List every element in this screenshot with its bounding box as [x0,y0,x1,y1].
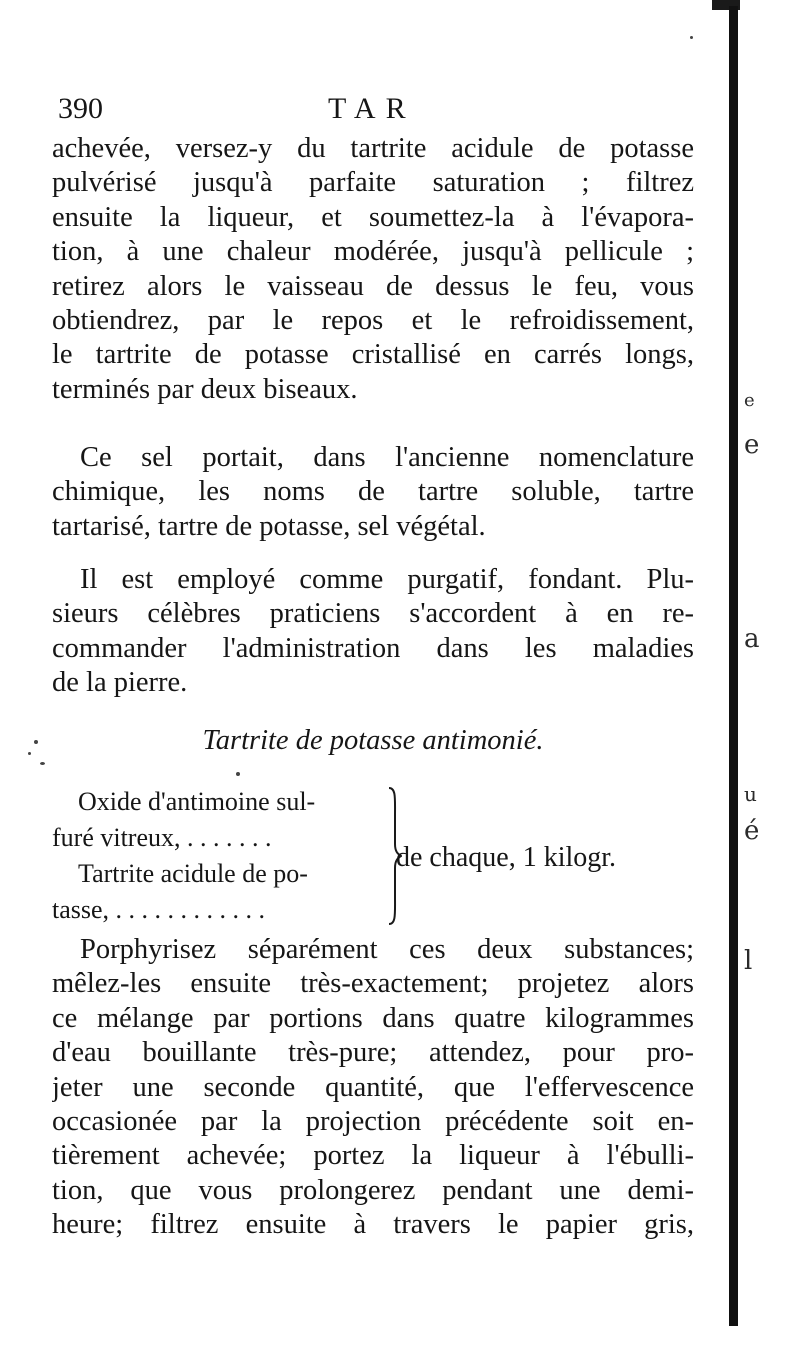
text-line: sieurs célèbres praticiens s'accordent à en re- [52,598,694,630]
ingredient-line: furé vitreux, . . . . . . . [52,823,272,852]
text-line: tion, que vous prolongerez pendant une demi- [52,1174,694,1206]
paragraph-preparation [52,933,694,1243]
running-head [58,92,698,136]
text-line: Porphyrisez séparément ces deux substances; [80,934,694,965]
text-line: Ce sel portait, dans l'ancienne nomenclature [80,442,694,473]
text-line: d'eau bouillante très-pure; attendez, pour pro- [52,1037,694,1069]
text-line: Il est employé comme purgatif, fondant. Plu- [80,564,694,595]
text-line: tartarisé, tartre de potasse, sel végétal. [52,510,486,542]
recipe-table [52,784,712,934]
text-line: obtiendrez, par le repos et le refroidissement, [52,304,694,336]
binding-gutter [729,6,738,1326]
text-line: terminés par deux biseaux. [52,373,358,405]
ingredient-line: Tartrite acidule de po- [78,859,308,888]
text-line: le tartrite de potasse cristallisé en carrés longs, [52,339,694,371]
text-line: heure; filtrez ensuite à travers le papier gris, [52,1209,694,1241]
facing-page-fragment: l [744,946,753,976]
ingredient-list [52,784,382,928]
text-line: mêlez-les ensuite très-exactement; projetez alors [52,968,694,1000]
text-line: de la pierre. [52,667,188,699]
ink-speck [28,752,31,755]
facing-page-fragment: e [744,430,760,460]
paragraph-usage [52,563,694,701]
ink-speck [236,772,240,776]
text-line: chimique, les noms de tartre soluble, tartre [52,476,694,508]
text-line: tièrement achevée; portez la liqueur à l'ébulli- [52,1140,694,1172]
ingredient-line: tasse, . . . . . . . . . . . . [52,895,266,924]
ingredient-line: Oxide d'antimoine sul- [78,787,316,816]
facing-page-fragment: e [744,390,755,411]
text-line: retirez alors le vaisseau de dessus le feu, vous [52,270,694,302]
section-heading: Tartrite de potasse antimonié. [202,725,544,756]
text-line: occasionée par la projection précédente soit en- [52,1105,694,1137]
text-line: achevée, versez-y du tartrite acidule de potasse [52,133,694,164]
text-line: tion, à une chaleur modérée, jusqu'à pellicule ; [52,236,694,268]
facing-page-fragment: a [744,624,760,654]
text-line: ce mélange par portions dans quatre kilogrammes [52,1002,694,1034]
paragraph-continued [52,132,694,407]
text-line: ensuite la liqueur, et soumettez-la à l'évapora- [52,201,694,233]
page-number: 390 [58,92,103,125]
text-line: commander l'administration dans les maladies [52,632,694,664]
running-head-word: TAR [328,92,416,125]
paragraph-nomenclature [52,441,694,544]
facing-page-fragment: u [744,782,757,806]
ink-speck [34,740,38,744]
text-line: jeter une seconde quantité, que l'effervescence [52,1071,694,1103]
ink-speck [690,36,693,39]
text-line: pulvérisé jusqu'à parfaite saturation ; filtrez [52,167,694,199]
recipe-quantity: de chaque, 1 kilogr. [396,842,617,873]
facing-page-fragment: é [744,816,760,846]
ink-speck [40,762,45,765]
